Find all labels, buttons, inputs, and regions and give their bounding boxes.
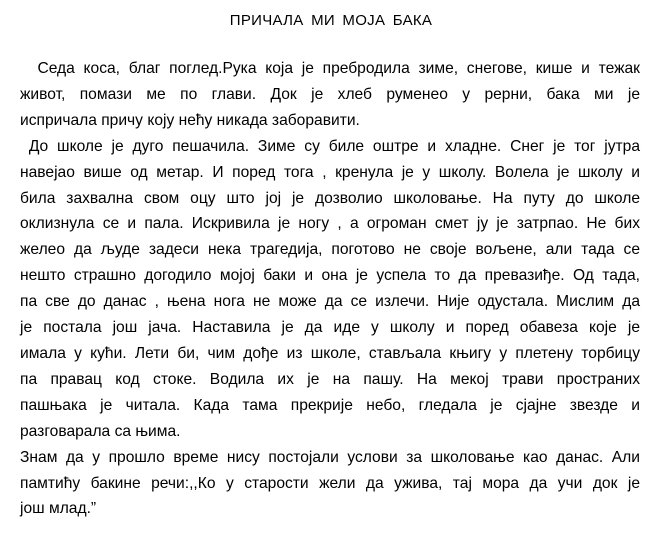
text-line: желео да људе задеси нека трагедија, поготово не своје вољене, али тада се: [20, 241, 640, 259]
text-line: пашњака је читала. Када тама прекрије небо, гледала је сјајне звезде и: [20, 396, 640, 414]
text-line: живот, помази ме по глави. Док је хлеб руменео у рерни, бака ми је: [20, 85, 640, 103]
text-line: До школе је дуго пешачила. Зиме су биле оштре и хладне. Снег је тог јутра: [20, 137, 640, 155]
text-line: памтићу бакине речи:,,Ко у старости жели да ужива, тај мора да учи док је: [20, 474, 640, 492]
paragraph-conclusion: [20, 445, 640, 523]
text-line: још млад.”: [20, 500, 97, 518]
text-line: испричала причу коју нећу никада заборавити.: [20, 111, 360, 129]
text-line: навејао више од метар. И поред тога , кренула је у школу. Волела је школу и: [20, 163, 640, 181]
text-line: па правац код стоке. Водила их је на пашу. На мекој трави пространих: [20, 370, 640, 388]
text-line: била захвална свом оцу што јој је дозволио школовање. На путу до школе: [20, 189, 640, 207]
text-line: имала у кући. Лети би, чим дође из школе, стављала књигу у плетену торбицу: [20, 344, 640, 362]
text-line: Знам да у прошло време нису постојали услови за школовање као данас. Али: [20, 448, 640, 466]
text-line: Седа коса, благ поглед.Рука која је пребродила зиме, снегове, кише и тежак: [20, 60, 640, 77]
document-page: [20, 12, 640, 522]
paragraph-story: [20, 134, 640, 445]
paragraph-intro: [20, 56, 640, 134]
text-line: оклизнула се и пала. Искривила је ногу , а огроман смет ју је затрпао. Не бих: [20, 215, 640, 233]
text-line: је постала још јача. Наставила је да иде у школу и поред обавеза које је: [20, 319, 640, 337]
text-line: нешто страшно догодило мојој баки и она је успела то да превазиђе. Од тада,: [20, 267, 640, 285]
text-line: разговарала са њима.: [20, 422, 181, 440]
text-line: па све до данас , њена нога не може да се излечи. Није одустала. Мислим да: [20, 293, 640, 311]
document-title: ПРИЧАЛА МИ МОЈА БАКА: [229, 12, 433, 29]
